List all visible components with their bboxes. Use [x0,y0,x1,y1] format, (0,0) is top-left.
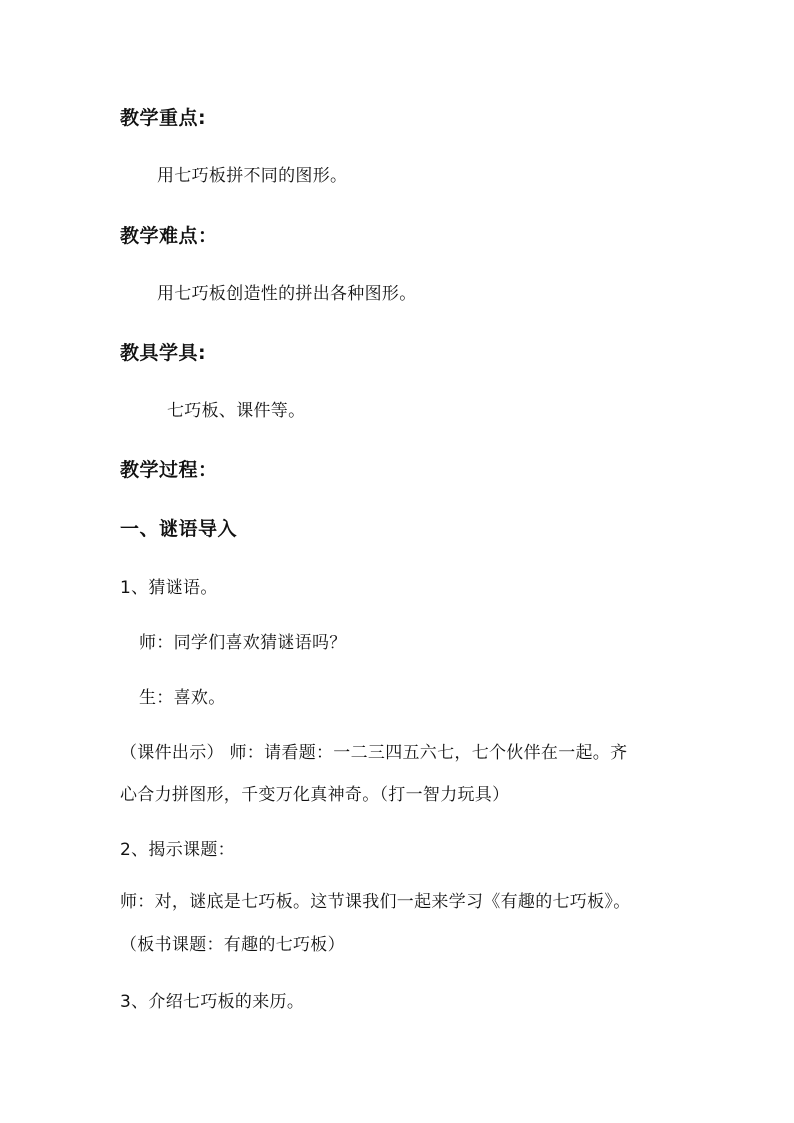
key-points-content: 用七巧板拼不同的图形。 [157,166,348,186]
materials-heading: 教具学具: [120,342,207,364]
riddle-line-1: （课件出示） 师：请看题：一二三四五六七，七个伙伴在一起。齐 [120,743,628,763]
riddle-line-2: 心合力拼图形，千变万化真神奇。（打一智力玩具） [120,785,510,805]
reveal-line-2: （板书课题：有趣的七巧板） [120,935,345,955]
part-one-heading: 一、谜语导入 [120,518,238,540]
student-answer: 生：喜欢。 [139,688,226,708]
key-points-heading: 教学重点: [120,107,207,129]
teacher-question: 师：同学们喜欢猜谜语吗？ [139,633,347,653]
difficulties-content: 用七巧板创造性的拼出各种图形。 [157,284,417,304]
reveal-line-1: 师：对，谜底是七巧板。这节课我们一起来学习《有趣的七巧板》。 [120,892,631,912]
item-2: 2、揭示课题： [120,840,235,860]
difficulties-heading: 教学难点： [120,225,218,247]
process-heading: 教学过程： [120,459,218,481]
materials-content: 七巧板、课件等。 [167,401,306,421]
item-1: 1、猜谜语。 [120,578,218,598]
item-3: 3、介绍七巧板的来历。 [120,992,305,1012]
